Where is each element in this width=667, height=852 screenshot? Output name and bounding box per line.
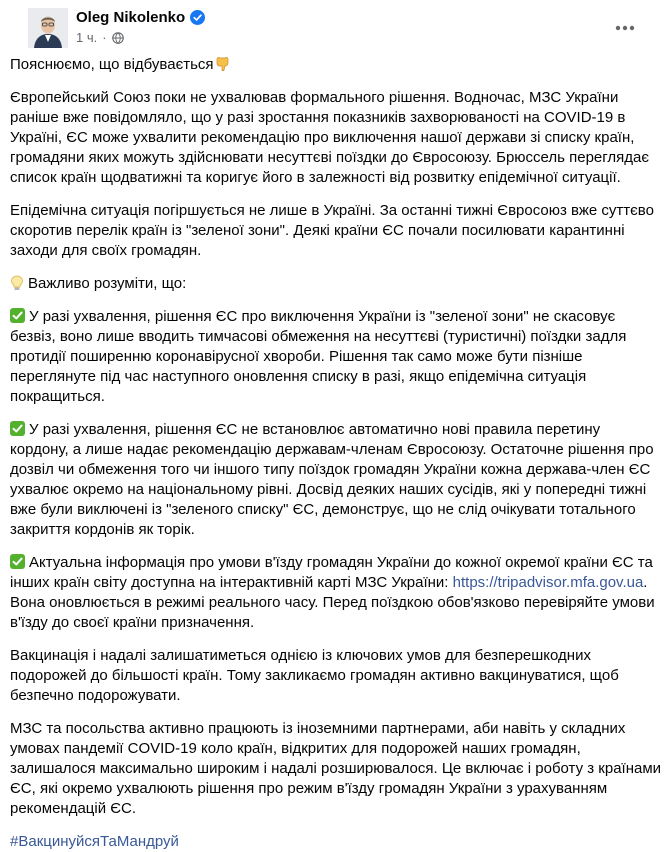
important-text: Важливо розуміти, що: xyxy=(28,275,187,292)
verified-badge-icon xyxy=(190,10,205,25)
text-line: вже були виключені із "зеленого списку" ЄС, демонструє, що не слід очікувати тотального xyxy=(10,501,636,518)
text-line: раніше вже повідомляло, що у разі зростання показників захворюваності на COVID-19 в xyxy=(10,109,626,126)
text-line: ухвалює окремо на національному рівні. Досвід деяких наших сусідів, які у попередні тижні xyxy=(10,481,647,498)
text-line: переглянуте під час наступного оновлення списку в разі, якщо епідемічна ситуація xyxy=(10,368,587,385)
text-line: безпечно подорожувати. xyxy=(10,687,181,704)
light-bulb-emoji xyxy=(10,275,24,291)
text-line: залишалося максимально широким і надалі розширювалося. Це включає і роботу з країнами xyxy=(10,760,662,777)
author-avatar[interactable] xyxy=(28,8,68,48)
text-line: Актуальна інформація про умови в'їзду громадян України до кожної окремої країни ЄС та xyxy=(29,554,653,571)
text-line: покращиться. xyxy=(10,388,105,405)
text-line: дозвіл чи обмеження того чи іншого типу поїздок громадян України кожна держава-член ЄС xyxy=(10,461,651,478)
text-line: заходи для своїх громадян. xyxy=(10,242,202,259)
paragraph-epidemic xyxy=(10,201,656,261)
post-header xyxy=(16,0,651,52)
text-line: в'їзду до своєї країни призначення. xyxy=(10,614,255,631)
text-line: умовах пандемії COVID-19 коло країн, відкритих для подорожей наших громадян, xyxy=(10,740,581,757)
check-mark-button-emoji xyxy=(10,308,25,323)
text-punct: . xyxy=(643,574,648,591)
bullet-entry-info xyxy=(10,553,656,633)
text-line: ЄС, які окремо ухвалюють рішення про режим в'їзду громадян України з урахуванням xyxy=(10,780,608,797)
post-meta xyxy=(76,30,124,45)
text-line: закриття кордонів як торік. xyxy=(10,521,195,538)
mfa-map-link[interactable]: https://tripadvisor.mfa.gov.ua xyxy=(452,574,644,591)
text-line: Вакцинація і надалі залишатиметься однією із ключових умов для безперешкодних xyxy=(10,647,591,664)
text-line: У разі ухвалення, рішення ЄС про виключення України із "зеленої зони" не скасовує xyxy=(29,308,616,325)
text-line: МЗС та посольства активно працюють із іноземними партнерами, аби навіть у складних xyxy=(10,720,626,737)
hashtag-row xyxy=(10,832,656,852)
text-line: У разі ухвалення, рішення ЄС не встановлює автоматично нові правила перетину xyxy=(29,421,601,438)
text-line: громадяни яких можуть здійснювати несуттєві поїздки до Євросоюзу. Брюссель переглядає xyxy=(10,149,650,166)
text-line: Європейський Союз поки не ухвалював формального рішення. Водночас, МЗС України xyxy=(10,89,619,106)
bullet-visa-free xyxy=(10,307,656,407)
text-line: протидії поширенню коронавірусної хвороби. Рішення так само може бути пізніше xyxy=(10,348,583,365)
text-line: подорожей до більшості країн. Тому закликаємо громадян активно вакцинуватися, щоб xyxy=(10,667,619,684)
text-line: інших країн світу доступна на інтерактивній карті МЗС України: xyxy=(10,574,453,591)
text-line: безвіз, воно лише вводить тимчасові обмеження на несуттєві (туристичні) поїздки задля xyxy=(10,328,627,345)
globe-icon[interactable] xyxy=(112,32,124,44)
post-timestamp[interactable]: 1 ч. xyxy=(76,30,98,45)
check-mark-button-emoji xyxy=(10,554,25,569)
more-options-button[interactable] xyxy=(607,10,643,46)
text-line: кордону, а лише надає рекомендацію державам-членам Євросоюзу. Остаточне рішення про xyxy=(10,441,654,458)
hashtag-link[interactable]: #ВакцинуйсяТаМандруй xyxy=(10,833,179,850)
intro-text: Пояснюємо, що відбувається xyxy=(10,56,214,73)
paragraph-mfa-work xyxy=(10,719,662,819)
pointing-down-emoji xyxy=(215,56,232,71)
important-heading xyxy=(10,274,656,294)
text-line: Вона оновлюється в режимі реального часу. Перед поїздкою обов'язково перевіряйте умови xyxy=(10,594,655,611)
author-row xyxy=(76,9,205,26)
text-line: рекомендацій ЄС. xyxy=(10,800,137,817)
more-options-icon xyxy=(615,25,635,31)
post-body xyxy=(10,55,662,852)
paragraph-vaccination xyxy=(10,646,656,706)
author-name[interactable]: Oleg Nikolenko xyxy=(76,9,186,26)
check-mark-button-emoji xyxy=(10,421,25,436)
text-line: список країн щодватижні та коригує його в залежності від розвитку епідемічної ситуації. xyxy=(10,169,621,186)
bullet-border-rules xyxy=(10,420,656,540)
post-intro xyxy=(10,55,656,75)
text-line: Україні, ЄС може ухвалити рекомендацію про виключення нашої держави зі списку країн, xyxy=(10,129,635,146)
paragraph-eu-decision xyxy=(10,88,656,188)
text-line: скоротив перелік країн із "зеленої зони". Деякі країни ЄС почали посилювати карантинні xyxy=(10,222,625,239)
text-line: Епідемічна ситуація погіршується не лише в Україні. За останні тижні Євросоюз вже суттєво xyxy=(10,202,654,219)
meta-separator: · xyxy=(102,30,107,45)
